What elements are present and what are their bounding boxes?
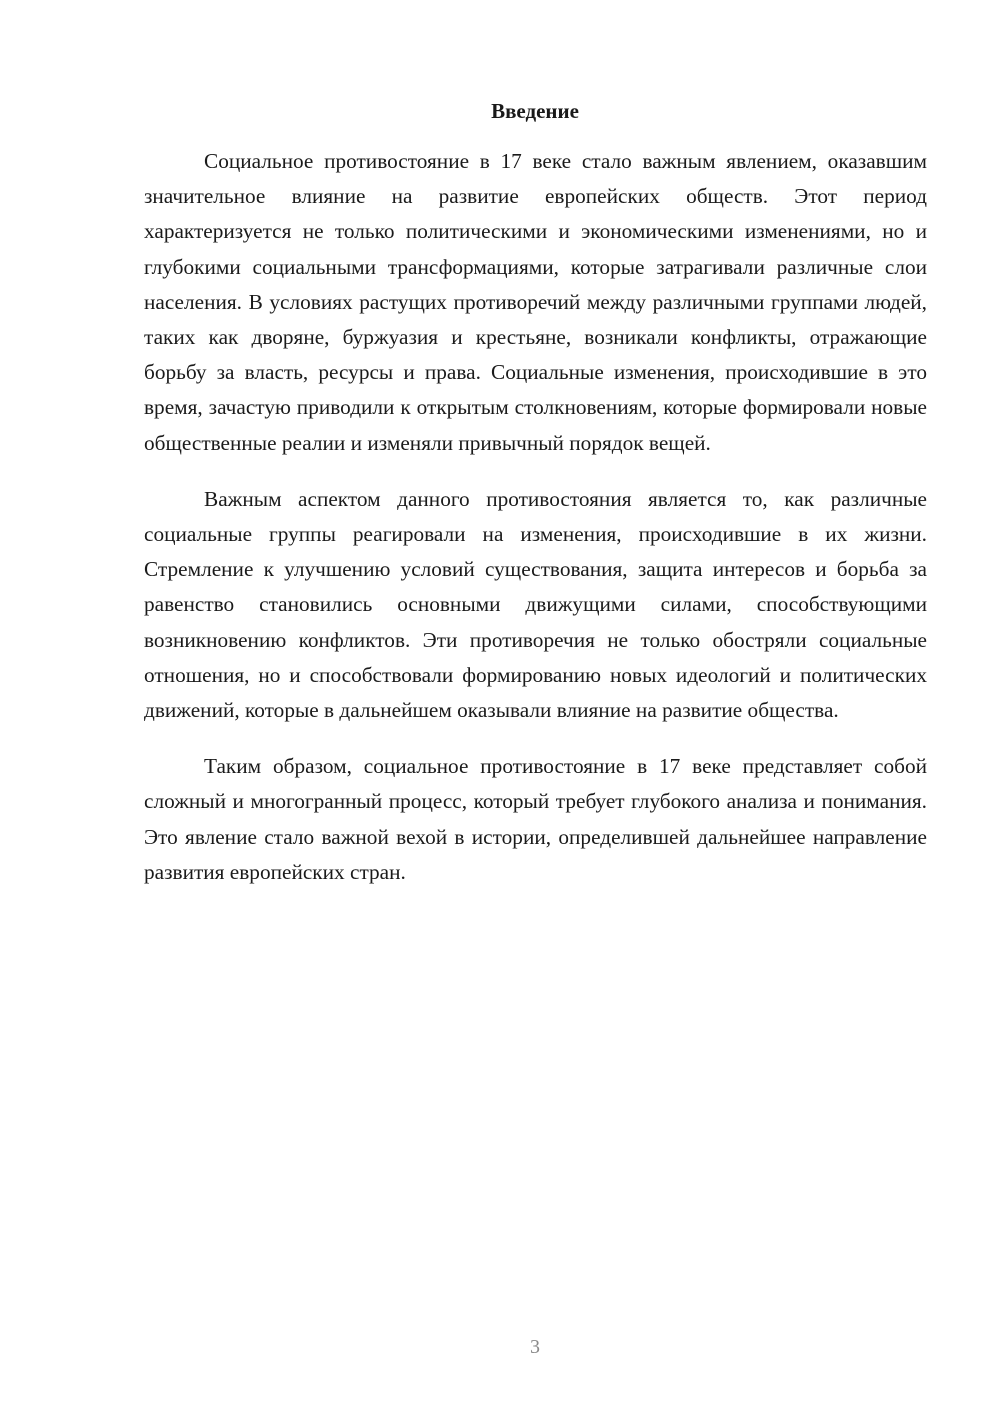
section-heading: Введение: [491, 99, 579, 123]
paragraph-3: Таким образом, социальное противостояние в 17 веке представляет собой сложный и многогранный процесс, который требует глубокого анализа и понимания. Это явление стало важной вехой в истории, определившей дальнейшее направление развития европейских стран.: [144, 754, 927, 884]
paragraph-2: Важным аспектом данного противостояния является то, как различные социальные группы реагировали на изменения, происходившие в их жизни. Стремление к улучшению условий существования, защита интересов и борьба за равенство становились основными движущими силами, способствующими возникновению конфликтов. Эти противоречия не только обостряли социальные отношения, но и способствовали формированию новых идеологий и политических движений, которые в дальнейшем оказывали влияние на развитие общества.: [144, 486, 927, 723]
paragraph-1: Социальное противостояние в 17 веке стало важным явлением, оказавшим значительное влияние на развитие европейских обществ. Этот период характеризуется не только политическими и экономическими изменениями, но и глубокими социальными трансформациями, которые затрагивали различные слои населения. В условиях растущих противоречий между различными группами людей, таких как дворяне, буржуазия и крестьяне, возникали конфликты, отражающие борьбу за власть, ресурсы и права. Социальные изменения, происходившие в это время, зачастую приводили к открытым столкновениям, которые формировали новые общественные реалии и изменяли привычный порядок вещей.: [144, 149, 927, 455]
page-number: 3: [530, 1336, 540, 1358]
body-text: [144, 144, 927, 911]
